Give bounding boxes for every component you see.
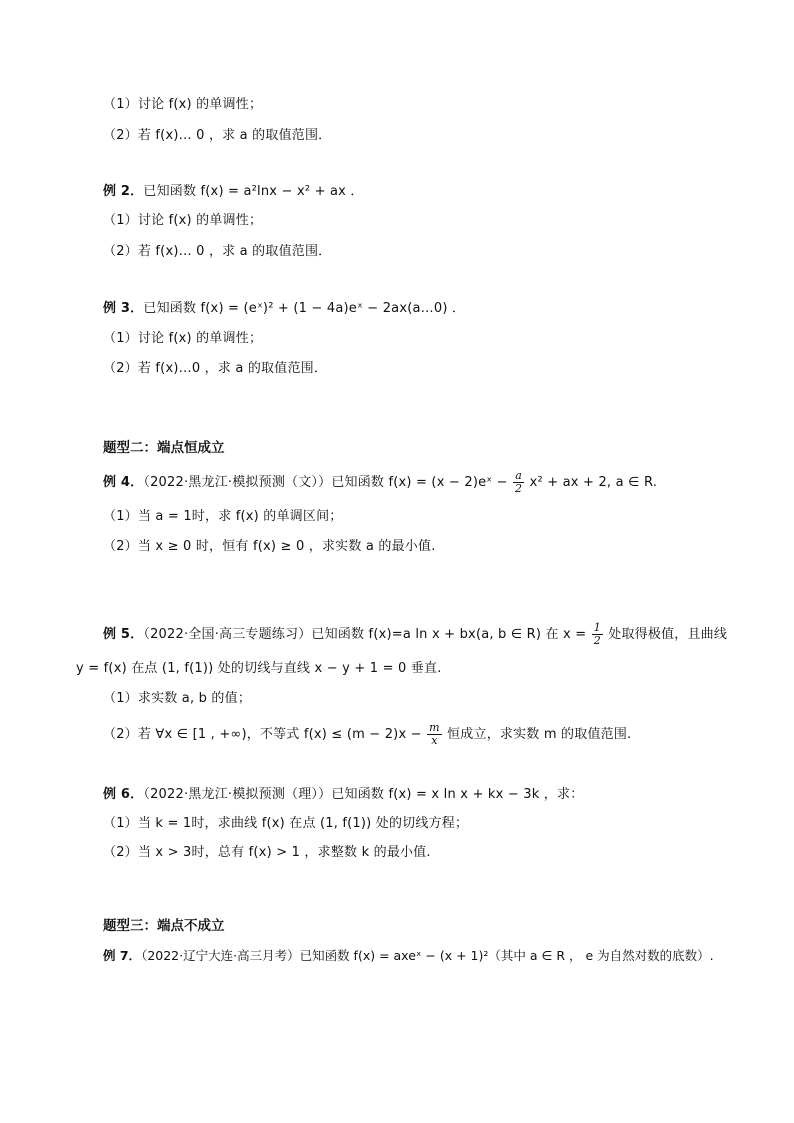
example-6-text: （2022·黑龙江·模拟预测（理））已知函数 f(x) = x ln x + kx − 3k ，求： xyxy=(143,787,584,802)
ex5-part2-text-a: （2）若 ∀x ∈ [1 , +∞)，不等式 f(x) ≤ (m − 2)x − xyxy=(103,727,422,742)
example-3-text: 已知函数 f(x) = (eˣ)² + (1 − 4a)eˣ − 2ax(a…0) ． xyxy=(143,301,466,316)
ex5-part1: （1）求实数 a, b 的值； xyxy=(103,691,252,706)
example-3 xyxy=(103,300,465,318)
ex6-part2: （2）当 x > 3时，总有 f(x) > 1 ，求整数 k 的最小值. xyxy=(103,845,431,860)
ex1-part1: （1）讨论 f(x) 的单调性； xyxy=(103,97,263,112)
example-5-frac-num: 1 xyxy=(593,621,601,634)
ex5-part2 xyxy=(103,722,631,747)
ex5-continuation: y = f(x) 在点 (1, f(1)) 处的切线与直线 x − y + 1 = 0 垂直. xyxy=(76,661,442,676)
example-4 xyxy=(103,470,657,495)
example-5 xyxy=(103,622,727,647)
example-5-text-b: 处取得极值，且曲线 xyxy=(608,627,728,642)
example-2 xyxy=(103,183,364,201)
example-6 xyxy=(103,786,583,804)
example-4-frac-den: 2 xyxy=(515,482,523,495)
example-5-text-a: （2022·全国·高三专题练习）已知函数 f(x)=a ln x + bx(a, b ∈ R) 在 x = xyxy=(143,627,587,642)
section-heading-type3: 题型三：端点不成立 xyxy=(103,918,225,934)
example-7 xyxy=(103,947,714,965)
section-heading-type2: 题型二：端点恒成立 xyxy=(103,440,225,456)
ex4-part2: （2）当 x ≥ 0 时，恒有 f(x) ≥ 0 ，求实数 a 的最小值. xyxy=(103,539,436,554)
ex3-part1: （1）讨论 f(x) 的单调性； xyxy=(103,331,263,346)
ex5-part2-frac-den: x xyxy=(431,734,438,747)
ex5-part2-frac-num: m xyxy=(429,721,440,734)
ex4-part1: （1）当 a = 1时，求 f(x) 的单调区间； xyxy=(103,509,343,524)
example-3-label: 例 3． xyxy=(103,301,144,316)
example-6-label: 例 6． xyxy=(103,787,144,802)
example-2-text: 已知函数 f(x) = a²lnx − x² + ax ． xyxy=(143,184,364,199)
example-5-label: 例 5． xyxy=(103,627,144,642)
ex2-part2: （2）若 f(x)… 0 ，求 a 的取值范围． xyxy=(103,244,332,259)
example-7-text: （2022·辽宁大连·高三月考）已知函数 f(x) = axeˣ − (x + 1)²（其中 a ∈ R ， e 为自然对数的底数）. xyxy=(141,948,714,963)
ex2-part1: （1）讨论 f(x) 的单调性； xyxy=(103,213,263,228)
example-4-frac-num: a xyxy=(513,470,524,483)
example-2-label: 例 2． xyxy=(103,184,144,199)
ex3-part2: （2）若 f(x)…0 ，求 a 的取值范围． xyxy=(103,361,328,376)
example-4-fraction xyxy=(513,470,524,495)
ex5-part2-fraction xyxy=(427,722,442,747)
example-5-fraction xyxy=(592,622,603,647)
example-7-label: 例 7． xyxy=(103,948,142,963)
ex6-part1: （1）当 k = 1时，求曲线 f(x) 在点 (1, f(1)) 处的切线方程； xyxy=(103,816,469,831)
ex5-part2-text-b: 恒成立，求实数 m 的取值范围. xyxy=(447,727,632,742)
example-4-text-a: （2022·黑龙江·模拟预测（文））已知函数 f(x) = (x − 2)eˣ − xyxy=(143,475,508,490)
example-5-frac-den: 2 xyxy=(593,634,601,647)
example-4-text-b: x² + ax + 2, a ∈ R. xyxy=(529,475,658,490)
example-4-label: 例 4． xyxy=(103,475,144,490)
ex1-part2: （2）若 f(x)… 0 ，求 a 的取值范围． xyxy=(103,128,332,143)
